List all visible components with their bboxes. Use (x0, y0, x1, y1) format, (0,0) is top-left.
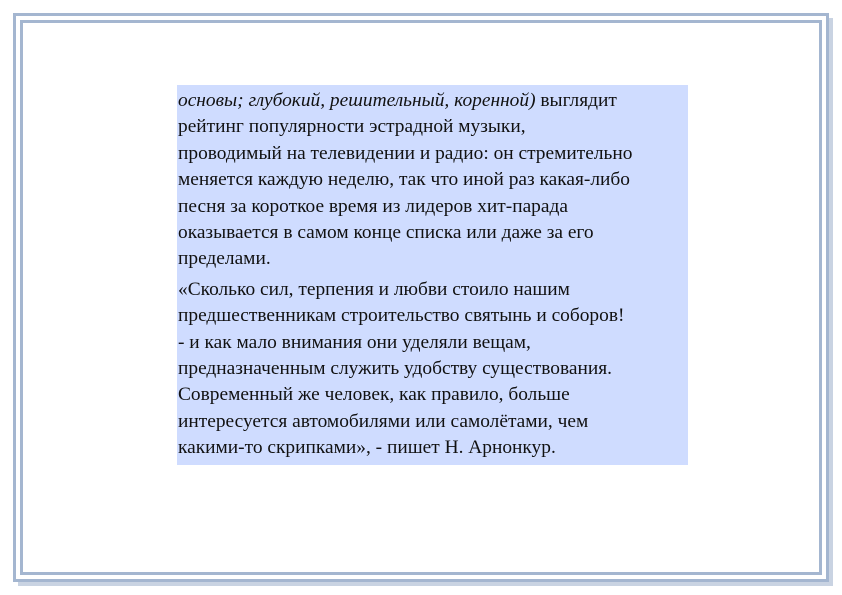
frame-shadow-bottom (18, 582, 833, 586)
text-line: меняется каждую неделю, так что иной раз какая-либо (178, 169, 630, 191)
text-line: предшественникам строительство святынь и соборов! (178, 305, 625, 327)
text-line: «Сколько сил, терпения и любви стоило нашим (178, 278, 570, 300)
italic-fragment: основы; глубокий, решительный, коренной) (178, 90, 536, 111)
text-line: - и как мало внимания они уделяли вещам, (178, 331, 531, 353)
text-line (178, 88, 688, 114)
text-line: проводимый на телевидении и радио: он стремительно (178, 142, 633, 164)
text-line: какими-то скрипками», - пишет Н. Арнонкур. (178, 437, 556, 459)
highlighted-text-block (177, 85, 688, 465)
text-line: песня за короткое время из лидеров хит-парада (178, 195, 568, 217)
frame-shadow-right (829, 18, 833, 586)
text-line: предназначенным служить удобству существования. (178, 358, 612, 380)
text-line: Современный же человек, как правило, больше (178, 384, 570, 406)
paragraph-2 (178, 277, 688, 462)
text-line: рейтинг популярности эстрадной музыки, (178, 116, 526, 138)
text-fragment: выглядит (535, 90, 617, 111)
text-line: пределами. (178, 248, 271, 270)
text-line: оказывается в самом конце списка или даже за его (178, 222, 594, 244)
paragraph-1 (178, 88, 688, 273)
text-line: интересуется автомобилями или самолётами, чем (178, 410, 589, 432)
